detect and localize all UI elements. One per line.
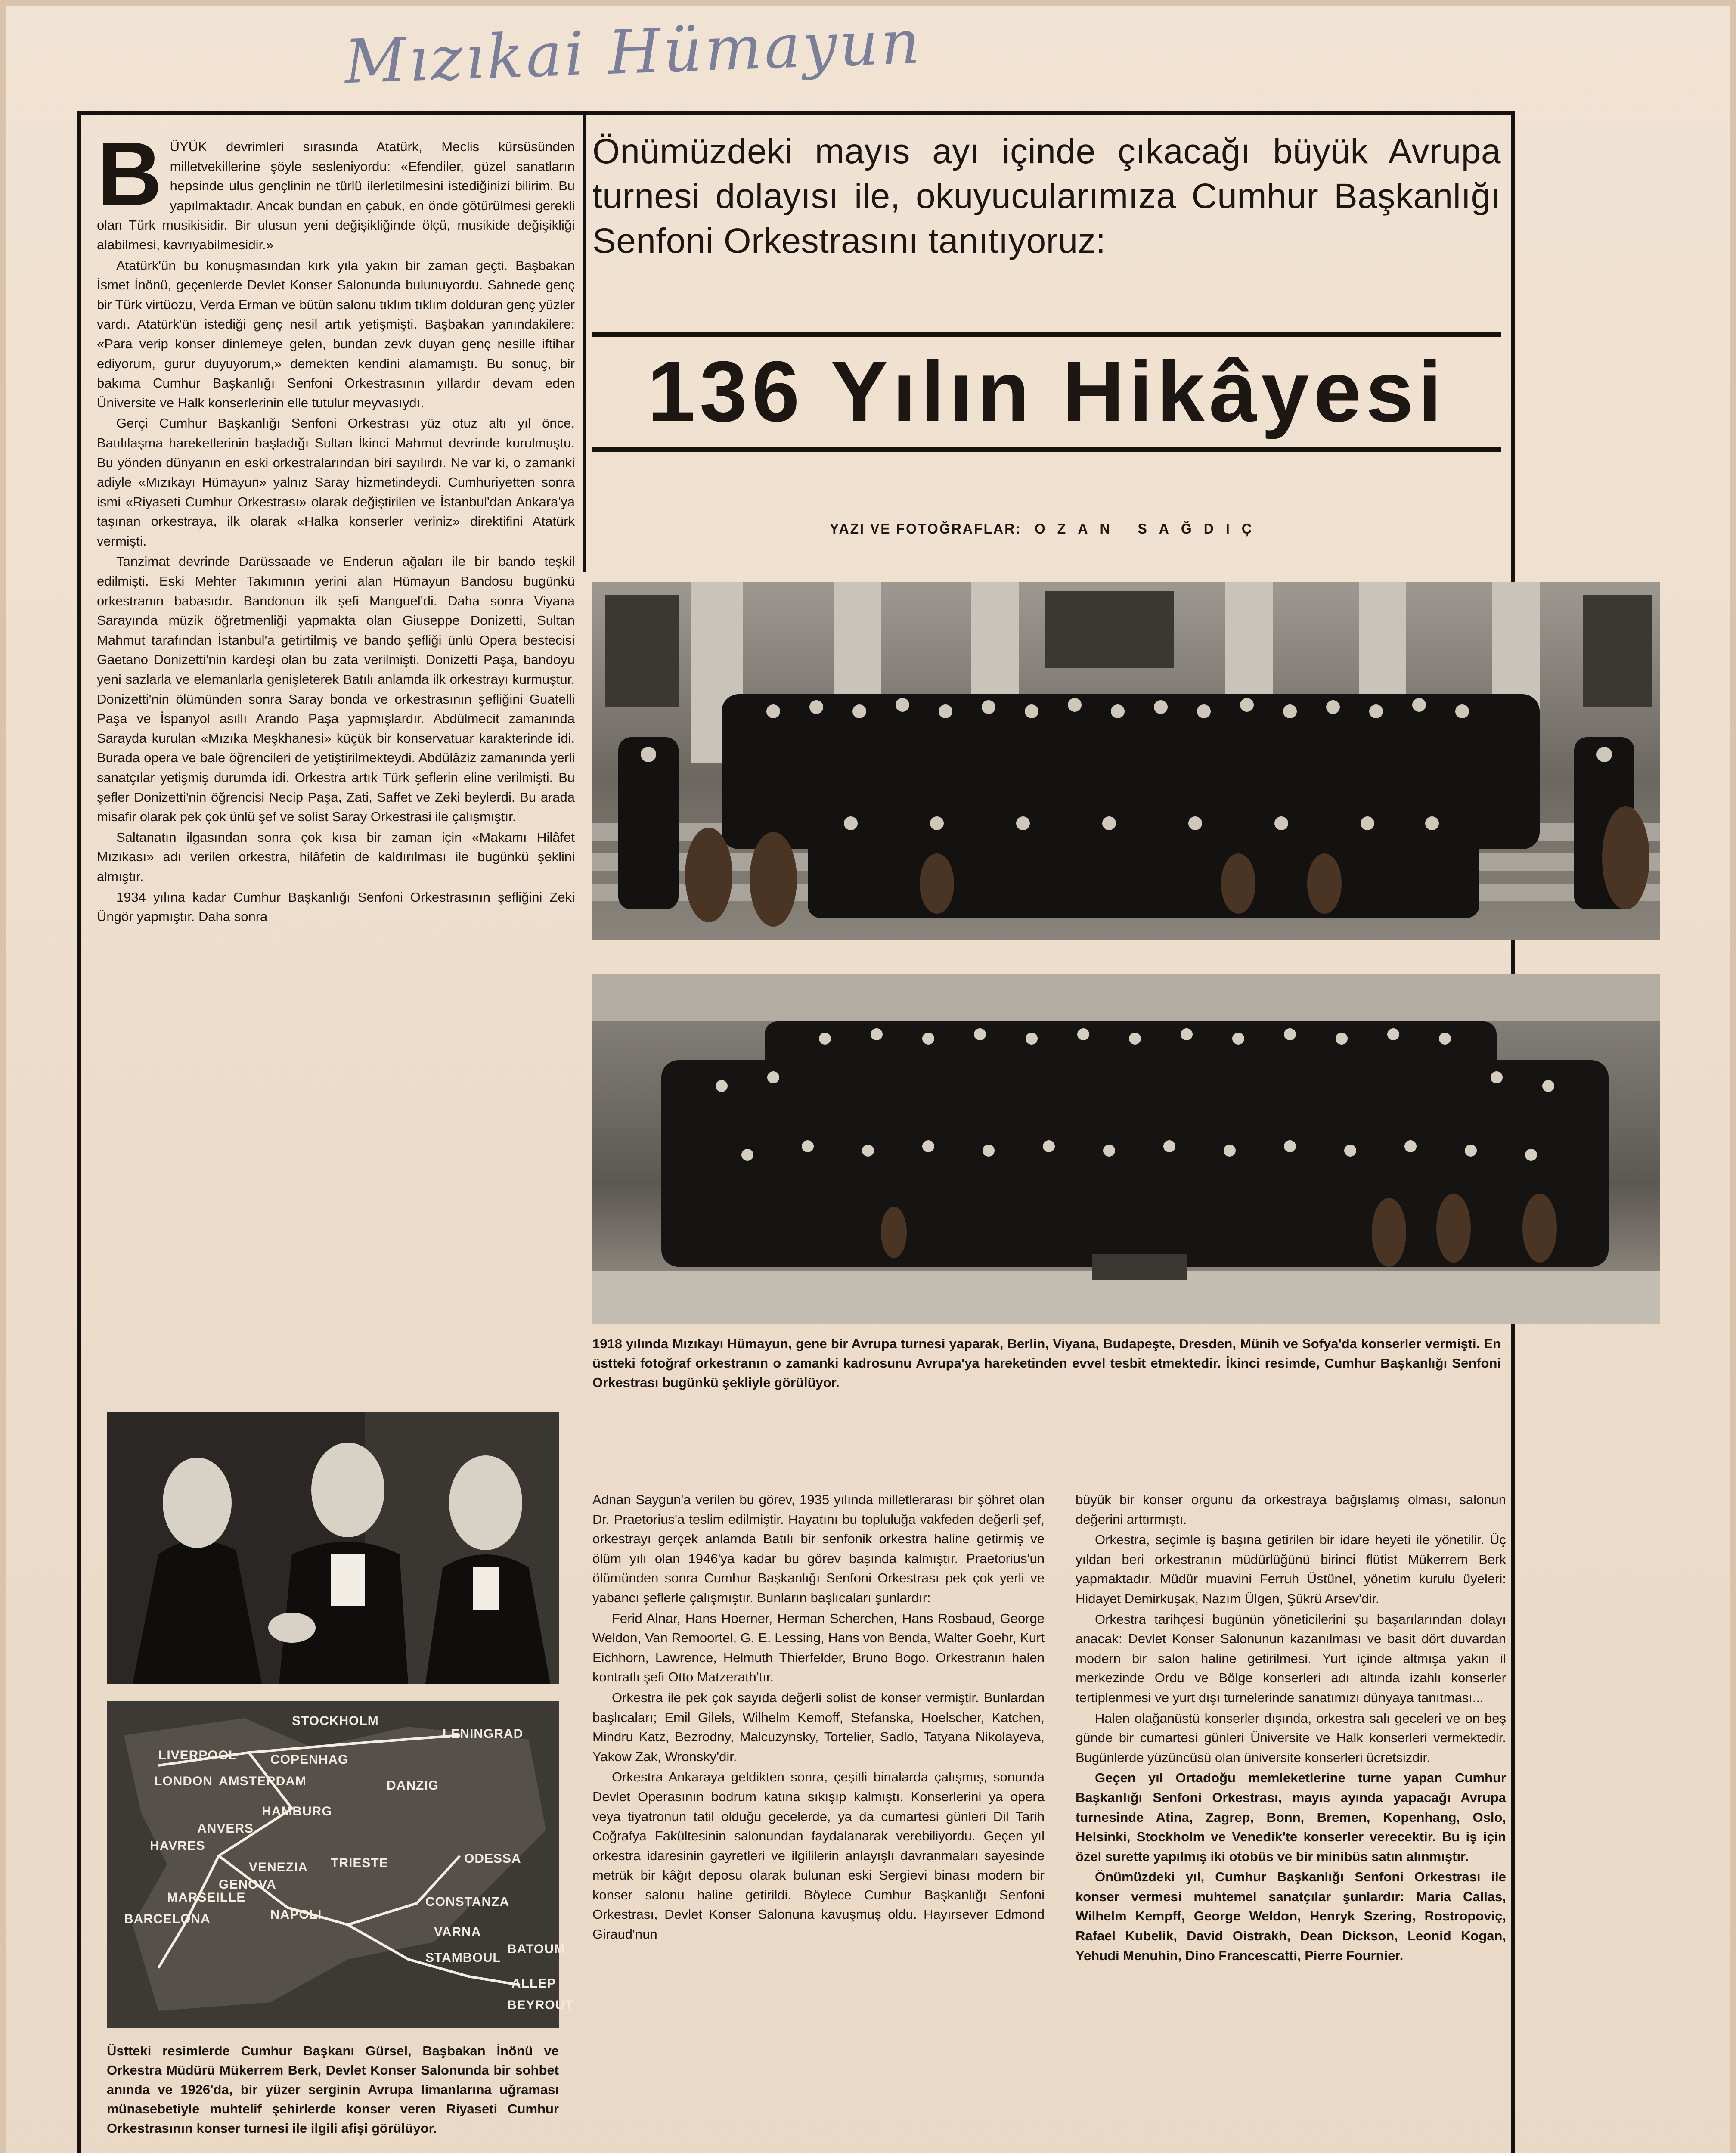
right-paragraph-artists: Önümüzdeki yıl, Cumhur Başkanlığı Senfoni Orkestrası ile konser vermesi muhtemel sanatçılar şunlardır: Maria Callas, Wilhelm Kempff, George Weldon, Henryk Szering, Rostropoviç, Rafael Kubelik, David Oistrakh, Dean Dickson, Leonid Kogan, Yehudi Menuhin, Dino Francescatti, Pierre Fournier. — [1076, 1869, 1506, 1963]
photo-1918-orchestra-image — [592, 582, 1660, 940]
byline-label: YAZI VE FOTOĞRAFLAR: — [830, 521, 1022, 537]
title-rule-top — [592, 332, 1501, 337]
column-divider — [583, 111, 586, 572]
map-label-amsterdam: AMSTERDAM — [219, 1774, 307, 1788]
middle-column — [592, 1490, 1045, 1945]
caption-orchestra-photos: 1918 yılında Mızıkayı Hümayun, gene bir Avrupa turnesi yaparak, Berlin, Viyana, Budapeşte, Dresden, Münih ve Sofya'da konserler vermişti. En üstteki fotoğraf orkestranın o zamanki kadrosunu Avrupa'ya hareketinden evvel tesbit etmektedir. İkinci resimde, Cumhur Başkanlığı Senfoni Orkestrası bugünkü şekliyle görülüyor. — [592, 1336, 1501, 1390]
dropcap: B — [97, 123, 162, 224]
map-label-genova: GENOVA — [219, 1877, 276, 1892]
left-paragraph-5: Saltanatın ilgasından sonra çok kısa bir zaman için «Makamı Hilâfet Mızıkası» adı verilen orkestra, hilâfetin de kaldırılması ile bugünkü şeklini almıştır. — [97, 829, 575, 884]
map-label-barcelona: BARCELONA — [124, 1912, 211, 1926]
title-rule-bottom — [592, 447, 1501, 452]
map-label-liverpool: LIVERPOOL — [158, 1748, 237, 1762]
map-label-stockholm: STOCKHOLM — [292, 1714, 379, 1728]
photo-conversation-image — [107, 1412, 559, 1684]
middle-paragraph-2: Ferid Alnar, Hans Hoerner, Herman Scherchen, Hans Rosbaud, George Weldon, Van Remoortel, G. E. Lessing, Hans von Benda, Walter Goehr, Kurt Eichhorn, Lawrence, Helmuth Thierfelder, Bruno Bogo. Orkestranın halen kontratlı şefi Otto Matzerath'tır. — [592, 1610, 1045, 1685]
left-column — [97, 123, 575, 928]
page-title: 136 Yılın Hikâyesi — [647, 344, 1446, 440]
tour-map-poster — [107, 1701, 574, 2028]
intro-headline: Önümüzdeki mayıs ayı içinde çıkacağı büyük Avrupa turnesi dolayısı ile, okuyucularımıza Cumhur Başkanlığı Senfoni Orkestrasını tanıtıyoruz: — [592, 132, 1501, 261]
left-paragraph-3: Gerçi Cumhur Başkanlığı Senfoni Orkestrası yüz otuz altı yıl önce, Batılılaşma hareketlerinin başladığı Sultan İkinci Mahmut devrinde kurulmuştu. Bu yönden dünyanın en eski orkestralarından biri sayılırdı. Ne var ki, o zamanki adiyle «Mızıkayı Hümayun» yalnız Saray hizmetindeydi. Cumhuriyetten sonra ismi «Riyaseti Cumhur Orkestrası» olarak değiştirilen ve İstanbul'dan Ankara'ya taşınan orkestraya, ilk olarak «Halka konserler veriniz» direktifini Atatürk vermişti. — [97, 416, 575, 549]
right-paragraph-4: Halen olağanüstü konserler dışında, orkestra salı geceleri ve on beş günde bir cumartesi günleri Üniversite ve Halk konserleri vermektedir. Bugünlerde yüzüncüsü olan üniversite konserleri ücretsizdir. — [1076, 1710, 1506, 1765]
map-label-venezia: VENEZIA — [249, 1860, 308, 1874]
photo-present-orchestra-image — [592, 974, 1660, 1324]
map-label-anvers: ANVERS — [197, 1821, 254, 1836]
left-paragraph-2: Atatürk'ün bu konuşmasından kırk yıla yakın bir zaman geçti. Başbakan İsmet İnönü, geçenlerde Devlet Konser Salonunda bulunuyordu. Sahnede genç bir Türk virtüozu, Verda Erman ve bütün salonu tıklım tıklım dolduran genç yüzler vardı. Atatürk'ün istediği genç nesil artık yetişmişti. Başbakan yanındakilere: «Para verip konser dinlemeye gelen, bundan zevk duyan genç nesille iftihar ediyorum, gurur duyuyorum,» demekten kendini alamamıştı. Bu sonuç, bir bakıma Cumhur Başkanlığı Senfoni Orkestrasının yıllardır devam eden Üniversite ve Halk konserlerinin elle tutulur meyvasıydı. — [97, 257, 575, 410]
right-paragraph-1: büyük bir konser orgunu da orkestraya bağışlamış olması, salonun değerini arttırmıştı. — [1076, 1492, 1506, 1527]
handwritten-note: Mızıkai Hümayun — [343, 7, 924, 98]
left-paragraph-1: BÜYÜK devrimleri sırasında Atatürk, Meclis kürsüsünden milletvekillerine şöyle sesleniyordu: «Efendiler, güzel sanatların hepsinde ulus gençlinin ne türlü ilerletilmesini istediğinizi bilirim. Bu yapılmaktadır. Ancak bundan en çabuk, en önde götürülmesi gerekli olan Türk musikisidir. Bir ulusun yeni değişikliğinde ölçü, musikide değişikliği alabilmesi, kavrıyabilmesidir.» — [97, 123, 575, 252]
photo-1918-orchestra — [592, 582, 1660, 940]
middle-paragraph-3: Orkestra ile pek çok sayıda değerli solist de konser vermiştir. Bunlardan başlıcaları; Emil Gilels, Wilhelm Kemoff, Stefanska, Hoelscher, Katchen, Mindru Katz, Bezrodny, Malcuzynsky, Tortelier, Sadlo, Tatyana Nikolayeva, Yakow Zak, Wronsky'dir. — [592, 1690, 1045, 1764]
left-paragraph-4: Tanzimat devrinde Darüssaade ve Enderun ağaları ile bir bando teşkil edilmişti. Eski Mehter Takımının yerini alan Hümayun Bandosu bugünkü orkestranın babasıdır. Bandonun ilk şefi Manguel'di. Daha sonra Viyana Sarayında müzik öğretmenliği yapmakta olan Giuseppe Donizetti, Sultan Mahmut tarafından İstanbul'a getirtilmiş ve bando şefliği ünlü Opera bestecisi Gaetano Donizetti'nin kardeşi olan bu zata verilmişti. Donizetti Paşa, bandoyu yeni sazlarla ve elemanlarla genişleterek Batılı anlamda ilk orkestrayı kurmuştur. Donizetti'nin ölümünden sonra Saray bonda ve orkestrasının şefliğini Guatelli Paşa ve İspanyol asıllı Arando Paşa yapmışlardır. Abdülmecit zamanında Sarayda kurulan «Mızıka Meşkhanesi» küçük bir konservatuar karakterinde idi. Burada opera ve bale öğrencileri de yetiştirilmekteydi. Abdülâziz zamanında yerli sanatçılar yetişmiş durumda idi. Orkestra artık Türk şeflerin eline verilmişti. Bu şefler Donizetti'nin öğrencisi Necip Paşa, Zati, Saffet ve Zeki beylerdi. Bu arada misafir olarak pek çok ünlü şef ve solist Saray Orkestrasi ile çalışmıştır. — [97, 554, 575, 825]
right-paragraph-2: Orkestra, seçimle iş başına getirilen bir idare heyeti ile yönetilir. Üç yıldan beri orkestranın müdürlüğünü birinci flütist Mükerrem Berk yapmaktadır. Müdür muavini Ferruh Üstünel, yönetim kurulu üyeleri: Hidayet Demirkuşak, Nazım Ülgen, Şükrü Arsev'dir. — [1076, 1532, 1506, 1606]
map-label-marseille: MARSEILLE — [167, 1890, 246, 1905]
map-label-copenhag: COPENHAG — [270, 1753, 349, 1767]
photo-conversation — [107, 1412, 559, 1684]
map-label-london: LONDON — [154, 1774, 213, 1788]
map-label-havres: HAVRES — [150, 1839, 205, 1853]
map-label-stamboul: STAMBOUL — [425, 1951, 501, 1965]
right-column — [1076, 1490, 1506, 1966]
byline — [592, 521, 1501, 537]
left-paragraph-6: 1934 yılına kadar Cumhur Başkanlığı Senfoni Orkestrasının şefliğini Zeki Üngör yapmıştır. Daha sonra — [97, 889, 575, 924]
map-label-napoli: NAPOLI — [270, 1908, 322, 1922]
photo-present-orchestra — [592, 974, 1660, 1324]
map-label-constanza: CONSTANZA — [425, 1895, 510, 1909]
middle-paragraph-1: Adnan Saygun'a verilen bu görev, 1935 yılında milletlerarası bir şöhret olan Dr. Praetorius'a teslim edilmiştir. Hayatını bu topluluğa vakfeden değerli şef, orkestrayı gerçek anlamda Batılı bir senfonik orkestra haline getirmiş ve ölüm yılı olan 1946'ya kadar bu görev başında kalmıştır. Praetorius'un ölümünden sonra Cumhur Başkanlığı Senfoni Orkestrası pek çok yerli ve yabancı şeflerle çalışmıştır. Bunların başlıcaları şunlardır: — [592, 1492, 1045, 1605]
right-paragraph-3: Orkestra tarihçesi bugünün yöneticilerini şu başarılarından dolayı anacak: Devlet Konser Salonunun kazanılması ve basit dört duvardan modern bir salon haline getirilmesi. Yurt içinde altmışa yakın il merkezinde Ordu ve Bölge konserleri adı altında izahlı konserler tertiplenmesi ve yurt dışı turnelerinde sanatımızı dünyaya tanıtması... — [1076, 1611, 1506, 1705]
map-label-hamburg: HAMBURG — [262, 1804, 332, 1818]
map-label-odessa: ODESSA — [464, 1852, 521, 1866]
map-label-allep: ALLEP — [512, 1976, 556, 1991]
map-label-batoum: BATOUM — [507, 1942, 565, 1956]
map-label-leningrad: LENINGRAD — [443, 1727, 524, 1741]
middle-paragraph-4: Orkestra Ankaraya geldikten sonra, çeşitli binalarda çalışmış, sonunda Devlet Operasının bodrum katına sıkışıp kalmıştı. Konserlerini ya opera veya tiyatronun tatil olduğu gecelerde, ya da cumartesi günleri Dil Tarih Coğrafya Fakültesinin salonundan faydalanarak verebiliyordu. Geçen yıl orkestra idaresinin gayretleri ve ilgililerin anlayışlı davranmaları sayesinde metrük bir kâğıt deposu olarak bulunan eski Sergievi binası modern bir konser salonu haline getirildi. Böylece Cumhur Başkanlığı Senfoni Orkestrası, Devlet Konser Salonuna kavuşmuş oldu. Hayırsever Edmond Giraud'nun — [592, 1769, 1045, 1942]
map-label-varna: VARNA — [434, 1925, 481, 1939]
map-label-beyrout: BEYROUT — [507, 1998, 574, 2012]
map-label-trieste: TRIESTE — [331, 1856, 388, 1870]
right-paragraph-tour: Geçen yıl Ortadoğu memleketlerine turne yapan Cumhur Başkanlığı Senfoni Orkestrası, mayıs ayında yapacağı Avrupa turnesinde Atina, Zagrep, Bonn, Bremen, Kopenhang, Oslo, Helsinki, Stockholm ve Venedik'te konserler verecektir. Bu iş için özel surette yapılmış iki otobüs ve bir minibüs satın alınmıştır. — [1076, 1770, 1506, 1864]
byline-author: OZAN SAĞDIÇ — [1034, 521, 1264, 537]
map-label-danzig: DANZIG — [387, 1778, 439, 1793]
caption-conversation-map: Üstteki resimlerde Cumhur Başkanı Gürsel, Başbakan İnönü ve Orkestra Müdürü Mükerrem Berk, Devlet Konser Salonunda bir sohbet anında ve 1926'da, bir yüzer serginin Avrupa limanlarına uğraması münasebetiyle muhtelif şehirlerde konser veren Riyaseti Cumhur Orkestrasının konser turnesi ile ilgili afişi görülüyor. — [107, 2043, 559, 2136]
